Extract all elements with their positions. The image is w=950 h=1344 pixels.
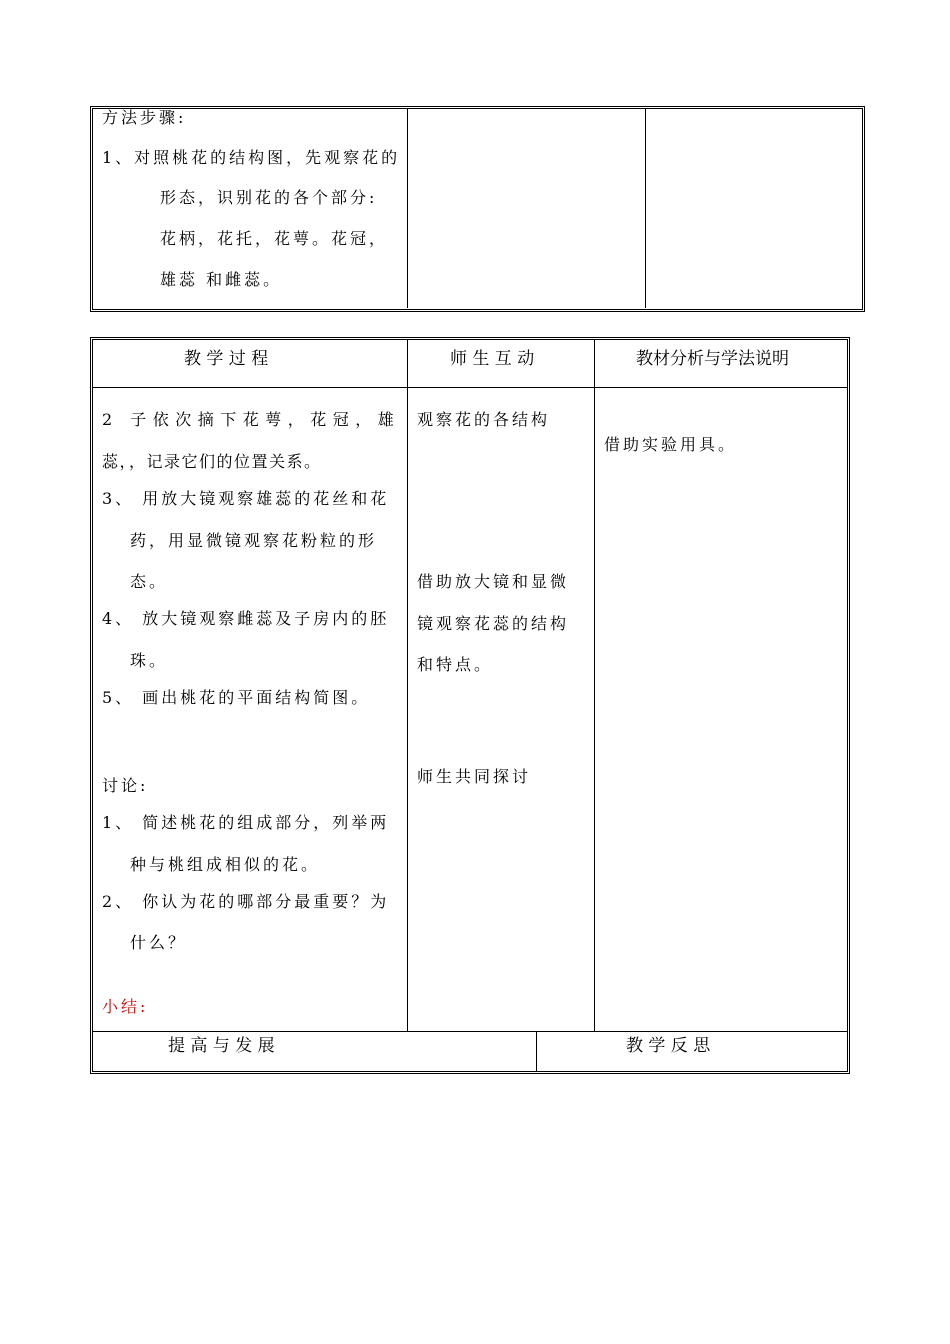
- process-line: 蕊，，记录它们的位置关系。: [102, 452, 322, 471]
- interaction-line: 师生共同探讨: [417, 767, 532, 786]
- method-step-line: 1、对照桃花的结构图，先观察花的: [102, 148, 401, 167]
- column-divider-2: [594, 340, 595, 1032]
- footer-row-divider: [93, 1031, 847, 1032]
- footer-column-divider: [536, 1031, 537, 1071]
- process-line: 2、 你认为花的哪部分最重要？为: [102, 892, 390, 911]
- top-table-divider-2: [645, 108, 646, 308]
- process-line: 珠。: [130, 651, 169, 670]
- method-steps-heading: 方法步骤:: [102, 108, 187, 127]
- interaction-line: 镜观察花蕊的结构: [417, 614, 570, 633]
- column-divider-1: [407, 340, 408, 1032]
- top-table-divider-1: [407, 108, 408, 308]
- process-line: 4、 放大镜观察雌蕊及子房内的胚: [102, 609, 390, 628]
- discussion-heading: 讨论:: [102, 776, 149, 795]
- interaction-line: 借助放大镜和显微: [417, 572, 570, 591]
- method-step-line: 雄蕊 和雌蕊。: [160, 270, 283, 289]
- process-line: 3、 用放大镜观察雄蕊的花丝和花: [102, 489, 390, 508]
- header-teaching-process: 教 学 过 程: [184, 349, 269, 369]
- method-step-line: 花柄，花托，花萼。花冠，: [160, 229, 389, 248]
- process-line: 药，用显微镜观察花粉粒的形: [130, 531, 378, 550]
- footer-teaching-reflection: 教 学 反 思: [626, 1036, 711, 1056]
- method-step-line: 形态，识别花的各个部分:: [160, 188, 378, 207]
- process-line: 1、 简述桃花的组成部分，列举两: [102, 813, 390, 832]
- header-material-analysis: 教材分析与学法说明: [636, 349, 789, 369]
- process-line: 2 子依次摘下花萼，花冠，雄: [102, 410, 401, 429]
- interaction-line: 观察花的各结构: [417, 410, 551, 429]
- interaction-line: 和特点。: [417, 655, 494, 674]
- process-line: 种与桃组成相似的花。: [130, 855, 321, 874]
- process-line: 什么？: [130, 933, 188, 952]
- footer-improvement-development: 提 高 与 发 展: [168, 1036, 275, 1056]
- process-line: 态。: [130, 572, 169, 591]
- process-line: 5、 画出桃花的平面结构简图。: [102, 688, 371, 707]
- summary-label: 小结:: [102, 997, 149, 1016]
- analysis-line: 借助实验用具。: [604, 435, 738, 454]
- header-teacher-student-interaction: 师 生 互 动: [450, 349, 535, 369]
- header-row-divider: [93, 387, 847, 388]
